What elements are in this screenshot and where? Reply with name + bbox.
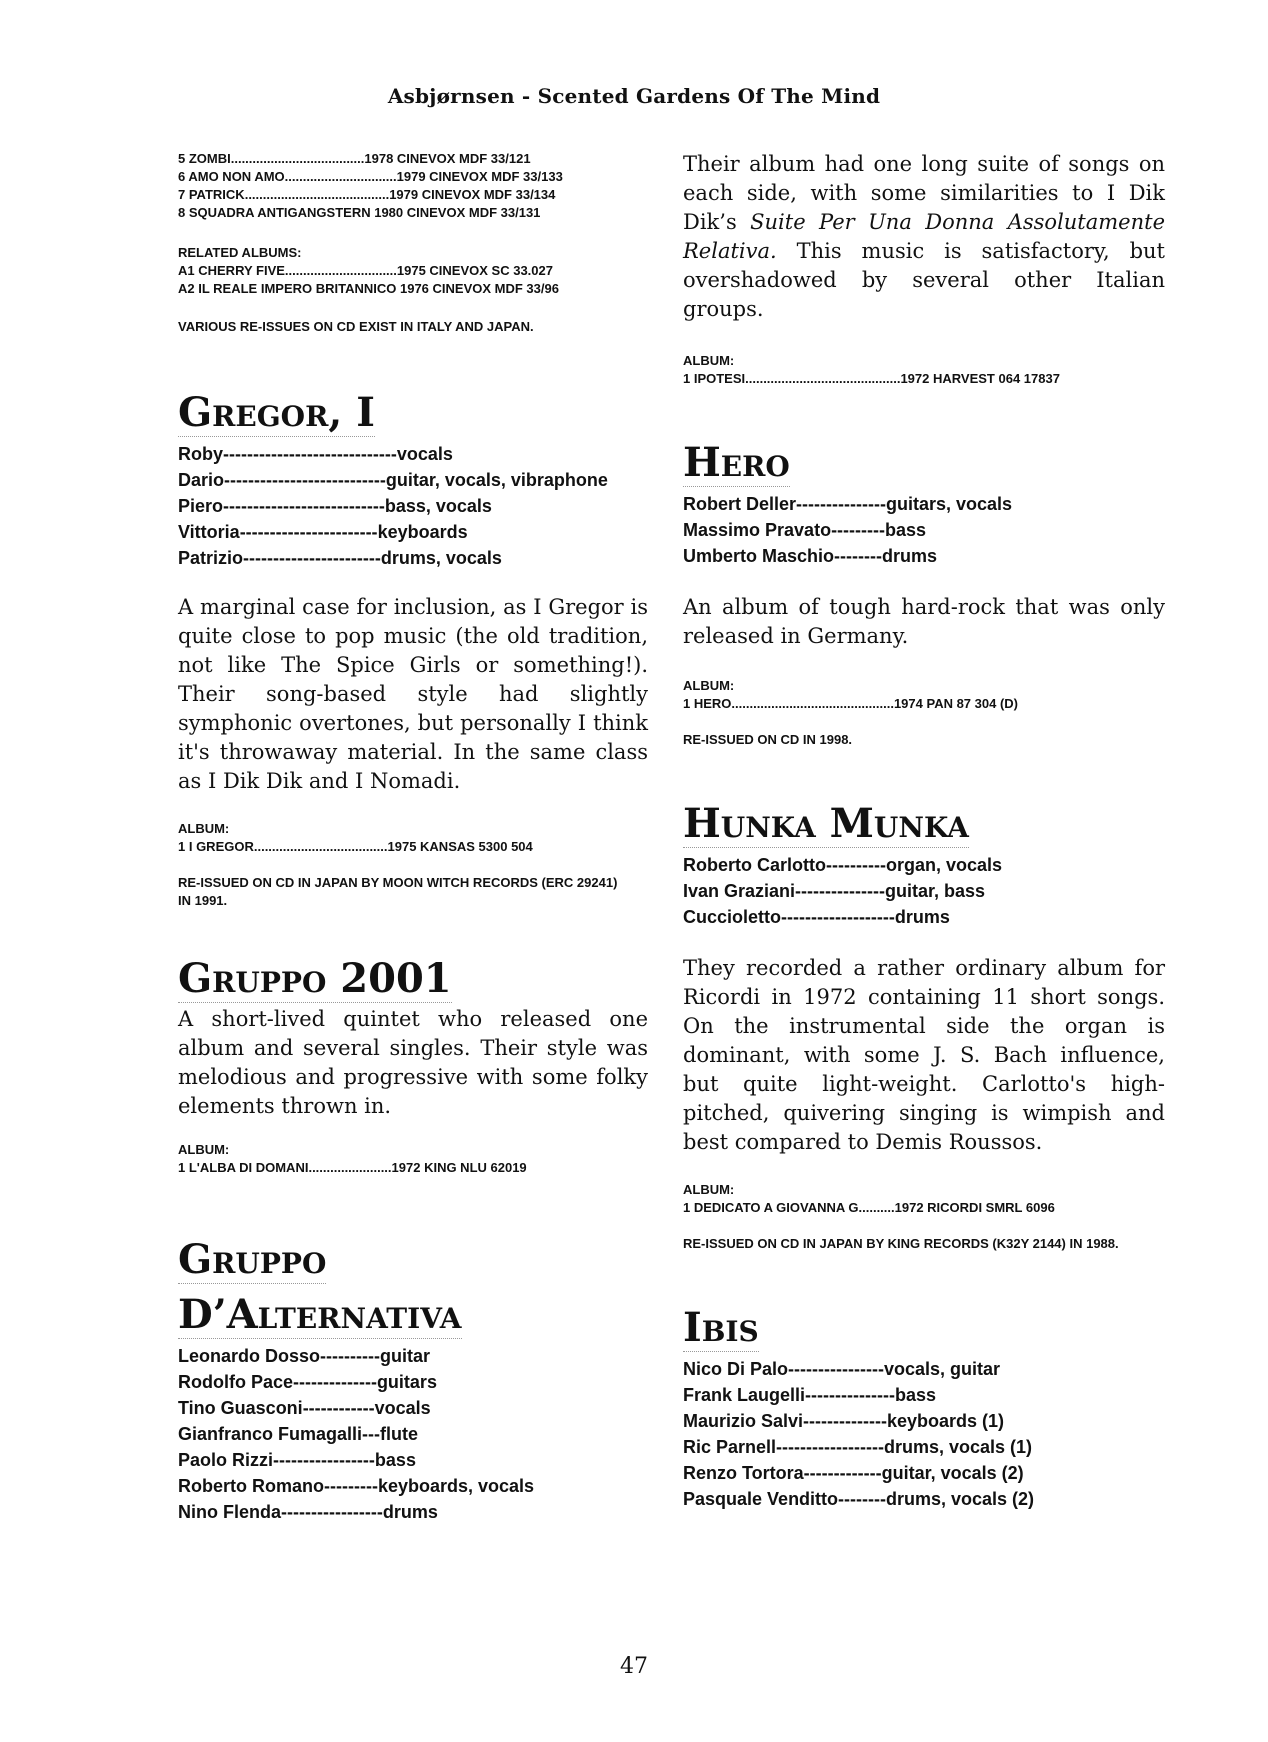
right-column bbox=[683, 150, 1165, 1512]
disc-row: 6 AMO NON AMO ............................... 1979 CINEVOX MDF 33/133 bbox=[178, 169, 563, 184]
lineup-row: Roberto Carlotto ---------- organ, vocals bbox=[683, 855, 1002, 875]
lineup-row: Nino Flenda ----------------- drums bbox=[178, 1502, 438, 1522]
disc-row: 1 DEDICATO A GIOVANNA G .......... 1972 RICORDI SMRL 6096 bbox=[683, 1200, 1055, 1215]
description-hero: An album of tough hard-rock that was only released in Germany. bbox=[683, 595, 1165, 648]
reissue-note: VARIOUS RE-ISSUES ON CD EXIST IN ITALY AND JAPAN. bbox=[178, 319, 534, 334]
lineup-row: Maurizio Salvi -------------- keyboards (1) bbox=[683, 1411, 1005, 1431]
lineup-row: Piero --------------------------- bass, vocals bbox=[178, 496, 492, 516]
lineup-row: Vittoria ----------------------- keyboards bbox=[178, 522, 468, 542]
lineup-hero bbox=[683, 491, 1165, 569]
lineup-row: Pasquale Venditto -------- drums, vocals (2) bbox=[683, 1489, 1035, 1509]
disc-row: A2 IL REALE IMPERO BRITANNICO 1976 CINEVOX MDF 33/96 bbox=[178, 281, 559, 296]
lineup-row: Cuccioletto ------------------- drums bbox=[683, 907, 950, 927]
reissue-note: RE-ISSUED ON CD IN 1998. bbox=[683, 732, 853, 747]
page-header: Asbjørnsen - Scented Gardens Of The Mind bbox=[387, 84, 881, 108]
lineup-row: Rodolfo Pace -------------- guitars bbox=[178, 1372, 437, 1392]
album-label: ALBUM: bbox=[683, 1182, 735, 1197]
reissue-note: RE-ISSUED ON CD IN JAPAN BY KING RECORDS (K32Y 2144) IN 1988. bbox=[683, 1236, 1119, 1251]
related-albums-label: RELATED ALBUMS: bbox=[178, 245, 302, 260]
band-title-gruppo-2001: Gruppo 2001 bbox=[178, 955, 452, 1002]
lineup-row: Robert Deller --------------- guitars, vocals bbox=[683, 494, 1013, 514]
disc-row: 7 PATRICK ........................................ 1979 CINEVOX MDF 33/134 bbox=[178, 187, 556, 202]
lineup-row: Renzo Tortora ------------- guitar, vocals (2) bbox=[683, 1463, 1024, 1483]
lineup-row: Patrizio ----------------------- drums, vocals bbox=[178, 548, 502, 568]
description-gregor: A marginal case for inclusion, as I Gregor is quite close to pop music (the old tradition, not like The Spice Girls or something!). Their song-based style had slightly symphonic overtones, but personally I think it's throwaway material. In the same class as I Dik Dik and I Nomadi. bbox=[178, 595, 648, 793]
lineup-row: Dario --------------------------- guitar, vocals, vibraphone bbox=[178, 470, 608, 490]
zombi-discography bbox=[178, 150, 563, 222]
left-column bbox=[178, 150, 648, 1525]
lineup-row: Roberto Romano --------- keyboards, vocals bbox=[178, 1476, 535, 1496]
lineup-row: Massimo Pravato --------- bass bbox=[683, 520, 927, 540]
disc-row: 1 L'ALBA DI DOMANI ....................... 1972 KING NLU 62019 bbox=[178, 1160, 527, 1175]
band-title-gregor: Gregor, I bbox=[178, 389, 375, 436]
disc-row: 1 HERO ............................................. 1974 PAN 87 304 (D) bbox=[683, 696, 1018, 711]
lineup-row: Paolo Rizzi ----------------- bass bbox=[178, 1450, 416, 1470]
description-gruppo-2001: A short-lived quintet who released one album and several singles. Their style was melodious and progressive with some folky elements thrown in. bbox=[178, 1007, 648, 1118]
lineup-row: Umberto Maschio -------- drums bbox=[683, 546, 937, 566]
disc-row: 8 SQUADRA ANTIGANGSTERN 1980 CINEVOX MDF 33/131 bbox=[178, 205, 541, 220]
disc-row: 5 ZOMBI ..................................... 1978 CINEVOX MDF 33/121 bbox=[178, 151, 531, 166]
disc-row: 1 I GREGOR ..................................... 1975 KANSAS 5300 504 bbox=[178, 839, 533, 854]
album-label: ALBUM: bbox=[178, 1142, 230, 1157]
album-label: ALBUM: bbox=[683, 678, 735, 693]
disc-row: A1 CHERRY FIVE ............................... 1975 CINEVOX SC 33.027 bbox=[178, 263, 553, 278]
album-label: ALBUM: bbox=[178, 821, 230, 836]
band-title-hunka-munka: Hunka Munka bbox=[683, 800, 969, 847]
disc-row: 1 IPOTESI ........................................... 1972 HARVEST 064 17837 bbox=[683, 371, 1060, 386]
lineup-row: Tino Guasconi ------------ vocals bbox=[178, 1398, 431, 1418]
page-number: 47 bbox=[620, 1654, 648, 1679]
lineup-row: Frank Laugelli --------------- bass bbox=[683, 1385, 936, 1405]
band-title-gruppo-dalternativa-line1: Gruppo bbox=[178, 1236, 327, 1283]
lineup-row: Nico Di Palo ---------------- vocals, guitar bbox=[683, 1359, 1000, 1379]
lineup-gruppo-dalternativa bbox=[178, 1343, 648, 1525]
band-title-ibis: Ibis bbox=[683, 1304, 759, 1351]
lineup-gregor bbox=[178, 441, 648, 571]
lineup-row: Ric Parnell ------------------ drums, vocals (1) bbox=[683, 1437, 1033, 1457]
lineup-ibis bbox=[683, 1356, 1165, 1512]
reissue-note: IN 1991. bbox=[178, 893, 228, 908]
lineup-row: Roby ----------------------------- vocals bbox=[178, 444, 453, 464]
lineup-row: Gianfranco Fumagalli --- flute bbox=[178, 1424, 419, 1444]
band-title-hero: Hero bbox=[683, 439, 790, 486]
description-hunka-munka: They recorded a rather ordinary album for Ricordi in 1972 containing 11 short songs. On the instrumental side the organ is dominant, with some J. S. Bach influence, but quite light-weight. Carlotto's high-pitched, quivering singing is wimpish and best compared to Demis Roussos. bbox=[683, 956, 1165, 1154]
lineup-hunka-munka bbox=[683, 852, 1165, 930]
album-label: ALBUM: bbox=[683, 353, 735, 368]
band-title-gruppo-dalternativa-line2: D’Alternativa bbox=[178, 1291, 462, 1338]
lineup-row: Ivan Graziani --------------- guitar, bass bbox=[683, 881, 986, 901]
lineup-row: Leonardo Dosso ---------- guitar bbox=[178, 1346, 430, 1366]
reissue-note: RE-ISSUED ON CD IN JAPAN BY MOON WITCH RECORDS (ERC 29241) bbox=[178, 875, 618, 890]
description-zombi-related: Their album had one long suite of songs on each side, with some similarities to I Dik Dik’s Suite Per Una Donna Assolutamente Relativa. This music is satisfactory, but overshadowed by several other Italian groups. bbox=[683, 152, 1166, 321]
